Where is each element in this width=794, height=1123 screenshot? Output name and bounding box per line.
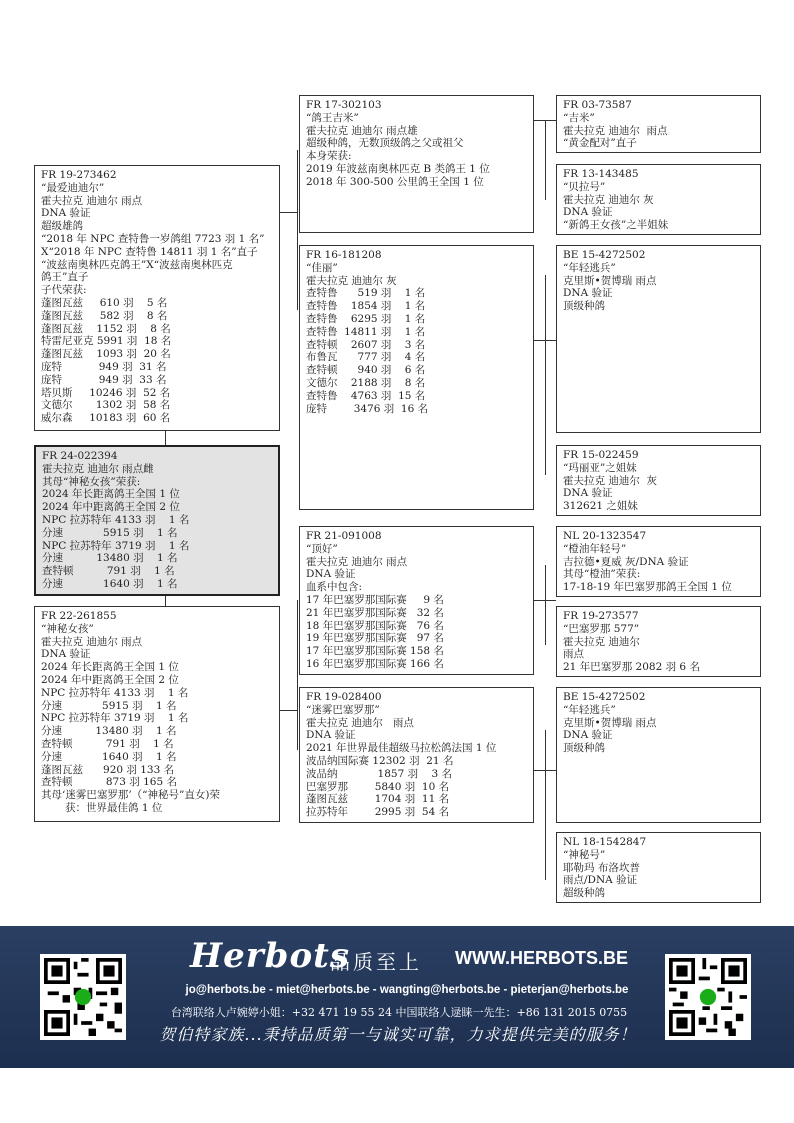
pedigree-box-sire-sire bbox=[34, 165, 280, 431]
pedigree-line: DNA 验证 bbox=[306, 568, 356, 581]
pedigree-line: NPC 拉苏特年 4133 羽 1 名 bbox=[42, 513, 190, 526]
pedigree-line: 2024 年长距离鸽王全国 1 位 bbox=[41, 661, 179, 674]
pedigree-line: 查特鲁 519 羽 1 名 bbox=[306, 287, 426, 300]
pedigree-box-dam bbox=[34, 606, 280, 822]
pedigree-line: DNA 验证 bbox=[563, 287, 613, 300]
qr-icon bbox=[669, 958, 747, 1036]
pedigree-line: 16 年巴塞罗那国际赛 166 名 bbox=[306, 657, 444, 670]
pedigree-box-ssd-sire bbox=[556, 245, 761, 433]
pedigree-line: NPC 拉苏特年 3719 羽 1 名 bbox=[41, 712, 189, 725]
pedigree-line: “佳丽” bbox=[306, 261, 338, 274]
pedigree-line: DNA 验证 bbox=[563, 487, 613, 500]
pedigree-line: DNA 验证 bbox=[41, 648, 91, 661]
pedigree-line: 17 年巴塞罗那国际赛 9 名 bbox=[306, 593, 444, 606]
herbots-logo: Herbots bbox=[190, 936, 350, 976]
ring-number: FR 21-091008 bbox=[306, 530, 382, 542]
tagline: 贺伯特家族...秉持品质第一与诚实可靠，力求提供完美的服务！ bbox=[159, 1025, 637, 1044]
pedigree-line: 查特鲁 4763 羽 15 名 bbox=[306, 389, 426, 402]
ring-number: FR 22-261855 bbox=[41, 610, 117, 622]
pedigree-line: 超级雄鸽 bbox=[41, 220, 83, 233]
pedigree-line: 查特鲁 1854 羽 1 名 bbox=[306, 300, 426, 313]
qr-code-right[interactable] bbox=[665, 954, 751, 1040]
pedigree-line: 17 年巴塞罗那国际赛 158 名 bbox=[306, 645, 444, 658]
pedigree-line: “神秘女孩” bbox=[41, 622, 94, 635]
pedigree-line: 霍夫拉克 迪迪尔 雨点 bbox=[41, 635, 143, 648]
ring-number: FR 16-181208 bbox=[306, 249, 382, 261]
connector-line bbox=[545, 120, 547, 200]
pedigree-line: 本身荣获: bbox=[306, 150, 352, 163]
pedigree-line: 分速 1640 羽 1 名 bbox=[41, 750, 177, 763]
pedigree-line: 拉苏特年 2995 羽 54 名 bbox=[306, 806, 450, 819]
pedigree-line: 霍夫拉克 迪迪尔 雨点 bbox=[41, 194, 143, 207]
connector-line bbox=[545, 730, 547, 880]
pedigree-line: 查特顿 2607 羽 3 名 bbox=[306, 338, 426, 351]
pedigree-line: 蓬图瓦兹 582 羽 8 名 bbox=[41, 309, 168, 322]
pedigree-line: 18 年巴塞罗那国际赛 76 名 bbox=[306, 619, 444, 632]
pedigree-line: DNA 验证 bbox=[41, 207, 91, 220]
pedigree-line: 霍夫拉克 迪迪尔 灰 bbox=[563, 193, 654, 206]
website-link[interactable]: WWW.HERBOTS.BE bbox=[455, 948, 628, 968]
pedigree-box-ds-dam bbox=[556, 606, 761, 677]
pedigree-line: 其母‘迷雾巴塞罗那’（“神秘号”直女)荣 bbox=[41, 789, 221, 802]
pedigree-line: 特雷尼亚克 5991 羽 18 名 bbox=[41, 335, 172, 348]
pedigree-line: “2018 年 NPC 查特鲁一岁鸽组 7723 羽 1 名” bbox=[41, 232, 265, 245]
pedigree-box-dd-sire bbox=[556, 687, 761, 823]
ring-number: FR 24-022394 bbox=[42, 450, 118, 462]
pedigree-box-ds-sire bbox=[556, 526, 761, 597]
pedigree-line: 蓬图瓦兹 610 羽 5 名 bbox=[41, 296, 168, 309]
email-list[interactable]: jo@herbots.be - miet@herbots.be - wangting@herbots.be - pieterjan@herbots.be bbox=[185, 984, 629, 996]
pedigree-line: NPC 拉苏特年 4133 羽 1 名 bbox=[41, 686, 189, 699]
pedigree-line: 吉拉德•夏威 灰/DNA 验证 bbox=[563, 555, 689, 568]
pedigree-line: 鸽王”直子 bbox=[41, 271, 89, 284]
pedigree-line: “橙油年轻号” bbox=[563, 542, 627, 555]
connector-line bbox=[165, 430, 167, 446]
pedigree-line: 子代荣获: bbox=[41, 284, 87, 297]
pedigree-box-main-pigeon bbox=[34, 445, 280, 596]
pedigree-box-dam-sire bbox=[299, 526, 534, 675]
pedigree-line: 霍夫拉克 迪迪尔 雨点雄 bbox=[306, 124, 418, 137]
pedigree-line: 血系中包含: bbox=[306, 581, 363, 594]
pedigree-line: 波品纳 1857 羽 3 名 bbox=[306, 767, 452, 780]
ring-number: FR 13-143485 bbox=[563, 168, 639, 180]
pedigree-line: 雨点 bbox=[563, 648, 584, 661]
pedigree-line: 庞特 3476 羽 16 名 bbox=[306, 402, 429, 415]
pedigree-line: “顶好” bbox=[306, 542, 338, 555]
brand-header bbox=[180, 936, 628, 980]
pedigree-line: 雨点/DNA 验证 bbox=[563, 874, 638, 887]
pedigree-line: 顶级种鸽 bbox=[563, 300, 605, 313]
pedigree-line: 2024 年中距离鸽王全国 2 位 bbox=[42, 501, 180, 514]
pedigree-box-sss-sire bbox=[556, 95, 761, 153]
pedigree-line: “最爱迪迪尔” bbox=[41, 181, 105, 194]
ring-number: FR 17-302103 bbox=[306, 99, 382, 111]
contact-phones: 台湾联络人卢婉婷小姐：+32 471 19 55 24 中国联络人逯睐一先生：+86 131 2015 0755 bbox=[170, 1006, 628, 1019]
pedigree-line: 分速 5915 羽 1 名 bbox=[41, 699, 177, 712]
pedigree-line: 查特顿 791 羽 1 名 bbox=[42, 565, 175, 578]
pedigree-line: 顶级种鸽 bbox=[563, 742, 605, 755]
pedigree-line: 2018 年 300-500 公里鸽王全国 1 位 bbox=[306, 175, 484, 188]
pedigree-line: 庞特 949 羽 31 名 bbox=[41, 360, 167, 373]
pedigree-line: 其母“橙油”荣获: bbox=[563, 568, 641, 581]
pedigree-line: 查特顿 791 羽 1 名 bbox=[41, 737, 174, 750]
ring-number: FR 19-273462 bbox=[41, 169, 117, 181]
pedigree-line: DNA 验证 bbox=[306, 729, 356, 742]
pedigree-line: 312621 之姐妹 bbox=[563, 500, 638, 513]
pedigree-line: 霍夫拉克 迪迪尔 灰 bbox=[306, 274, 397, 287]
pedigree-line: “新鸽王女孩”之半姐妹 bbox=[563, 219, 669, 232]
pedigree-line: 克里斯•贺博瑞 雨点 bbox=[563, 716, 657, 729]
pedigree-line: “神秘号” bbox=[563, 848, 606, 861]
pedigree-line: 2024 年中距离鸽王全国 2 位 bbox=[41, 673, 179, 686]
pedigree-line: 2021 年世界最佳超级马拉松鸽法国 1 位 bbox=[306, 742, 497, 755]
pedigree-line: NPC 拉苏特年 3719 羽 1 名 bbox=[42, 539, 190, 552]
pedigree-line: “年轻逃兵” bbox=[563, 261, 616, 274]
pedigree-box-sire-sire-dam bbox=[299, 245, 534, 510]
pedigree-line: 霍夫拉克 迪迪尔 雨点 bbox=[306, 716, 414, 729]
pedigree-line: 2019 年波兹南奥林匹克 B 类鸽王 1 位 bbox=[306, 162, 490, 175]
pedigree-box-sss-dam bbox=[556, 164, 761, 235]
pedigree-line: 2024 年长距离鸽王全国 1 位 bbox=[42, 488, 180, 501]
pedigree-line: 波品纳国际赛 12302 羽 21 名 bbox=[306, 754, 454, 767]
pedigree-line: 布鲁瓦 777 羽 4 名 bbox=[306, 351, 426, 364]
pedigree-line: 19 年巴塞罗那国际赛 97 名 bbox=[306, 632, 444, 645]
pedigree-line: 查特鲁 6295 羽 1 名 bbox=[306, 312, 426, 325]
ring-number: FR 19-028400 bbox=[306, 691, 382, 703]
pedigree-line: 蓬图瓦兹 1152 羽 8 名 bbox=[41, 322, 171, 335]
qr-code-left[interactable] bbox=[40, 954, 126, 1040]
pedigree-line: 分速 13480 羽 1 名 bbox=[41, 725, 177, 738]
pedigree-line: “玛丽亚”之姐妹 bbox=[563, 461, 637, 474]
ring-number: FR 15-022459 bbox=[563, 449, 639, 461]
pedigree-line: 威尔森 10183 羽 60 名 bbox=[41, 412, 171, 425]
pedigree-box-sire-sire-sire bbox=[299, 95, 534, 233]
ring-number: BE 15-4272502 bbox=[563, 249, 646, 261]
ring-number: FR 19-273577 bbox=[563, 610, 639, 622]
pedigree-line: 霍夫拉克 迪迪尔 雨点雌 bbox=[42, 462, 154, 475]
pedigree-line: 庞特 949 羽 33 名 bbox=[41, 373, 167, 386]
ring-number: NL 20-1323547 bbox=[563, 530, 647, 542]
pedigree-line: 获：世界最佳鸽 1 位 bbox=[65, 801, 163, 814]
pedigree-line: 分速 13480 羽 1 名 bbox=[42, 552, 178, 565]
pedigree-line: 塔贝斯 10246 羽 52 名 bbox=[41, 386, 171, 399]
ring-number: FR 03-73587 bbox=[563, 99, 632, 111]
pedigree-line: 超级种鸽 bbox=[563, 887, 605, 900]
pedigree-box-dd-dam bbox=[556, 832, 761, 903]
connector-line bbox=[545, 565, 547, 645]
pedigree-line: 超级种鸽，无数顶级鸽之父或祖父 bbox=[306, 137, 464, 150]
pedigree-line: 查特顿 940 羽 6 名 bbox=[306, 364, 426, 377]
pedigree-line: “巴塞罗那 577” bbox=[563, 622, 640, 635]
pedigree-line: 霍夫拉克 迪迪尔 灰 bbox=[563, 474, 658, 487]
pedigree-line: 分速 5915 羽 1 名 bbox=[42, 526, 178, 539]
pedigree-line: DNA 验证 bbox=[563, 729, 613, 742]
pedigree-line: 其母“神秘女孩”荣获: bbox=[42, 475, 141, 488]
pedigree-line: 21 年巴塞罗那国际赛 32 名 bbox=[306, 606, 444, 619]
connector-line bbox=[280, 710, 298, 712]
pedigree-line: “黄金配对”直子 bbox=[563, 137, 637, 150]
pedigree-line: 巴塞罗那 5840 羽 10 名 bbox=[306, 780, 450, 793]
pedigree-line: 耶勒玛 布洛坎普 bbox=[563, 861, 640, 874]
pedigree-line: 蓬图瓦兹 920 羽 133 名 bbox=[41, 763, 175, 776]
pedigree-line: 霍夫拉克 迪迪尔 雨点 bbox=[306, 555, 408, 568]
pedigree-line: 17-18-19 年巴塞罗那鸽王全国 1 位 bbox=[563, 581, 732, 594]
pedigree-line: “波兹南奥林匹克鸽王”X“波兹南奥林匹克 bbox=[41, 258, 233, 271]
pedigree-box-dam-dam bbox=[299, 687, 534, 823]
pedigree-line: 霍夫拉克 迪迪尔 bbox=[563, 635, 640, 648]
pedigree-box-ssd-dam bbox=[556, 445, 761, 516]
pedigree-line: 分速 1640 羽 1 名 bbox=[42, 577, 178, 590]
pedigree-line: “鸽王吉米” bbox=[306, 111, 359, 124]
connector-line bbox=[545, 275, 547, 475]
ring-number: NL 18-1542847 bbox=[563, 836, 647, 848]
footer-banner bbox=[0, 926, 794, 1068]
pedigree-line: 文德尔 2188 羽 8 名 bbox=[306, 376, 426, 389]
pedigree-line: 霍夫拉克 迪迪尔 雨点 bbox=[563, 124, 668, 137]
pedigree-line: “吉米” bbox=[563, 111, 595, 124]
pedigree-line: “年轻逃兵” bbox=[563, 703, 616, 716]
pedigree-line: 蓬图瓦兹 1704 羽 11 名 bbox=[306, 793, 450, 806]
pedigree-line: 蓬图瓦兹 1093 羽 20 名 bbox=[41, 348, 171, 361]
pedigree-line: 查特顿 873 羽 165 名 bbox=[41, 776, 177, 789]
slogan: 品质至上 bbox=[330, 950, 422, 974]
pedigree-line: “贝拉号” bbox=[563, 180, 606, 193]
connector-line bbox=[280, 212, 298, 214]
pedigree-line: 文德尔 1302 羽 58 名 bbox=[41, 399, 171, 412]
ring-number: BE 15-4272502 bbox=[563, 691, 646, 703]
pedigree-line: 克里斯•贺博瑞 雨点 bbox=[563, 274, 657, 287]
pedigree-line: 21 年巴塞罗那 2082 羽 6 名 bbox=[563, 661, 700, 674]
pedigree-line: X“2018 年 NPC 查特鲁 14811 羽 1 名”直子 bbox=[41, 245, 258, 258]
pedigree-line: 查特鲁 14811 羽 1 名 bbox=[306, 325, 426, 338]
qr-icon bbox=[44, 958, 122, 1036]
pedigree-line: “迷雾巴塞罗那” bbox=[306, 703, 380, 716]
pedigree-line: DNA 验证 bbox=[563, 206, 613, 219]
